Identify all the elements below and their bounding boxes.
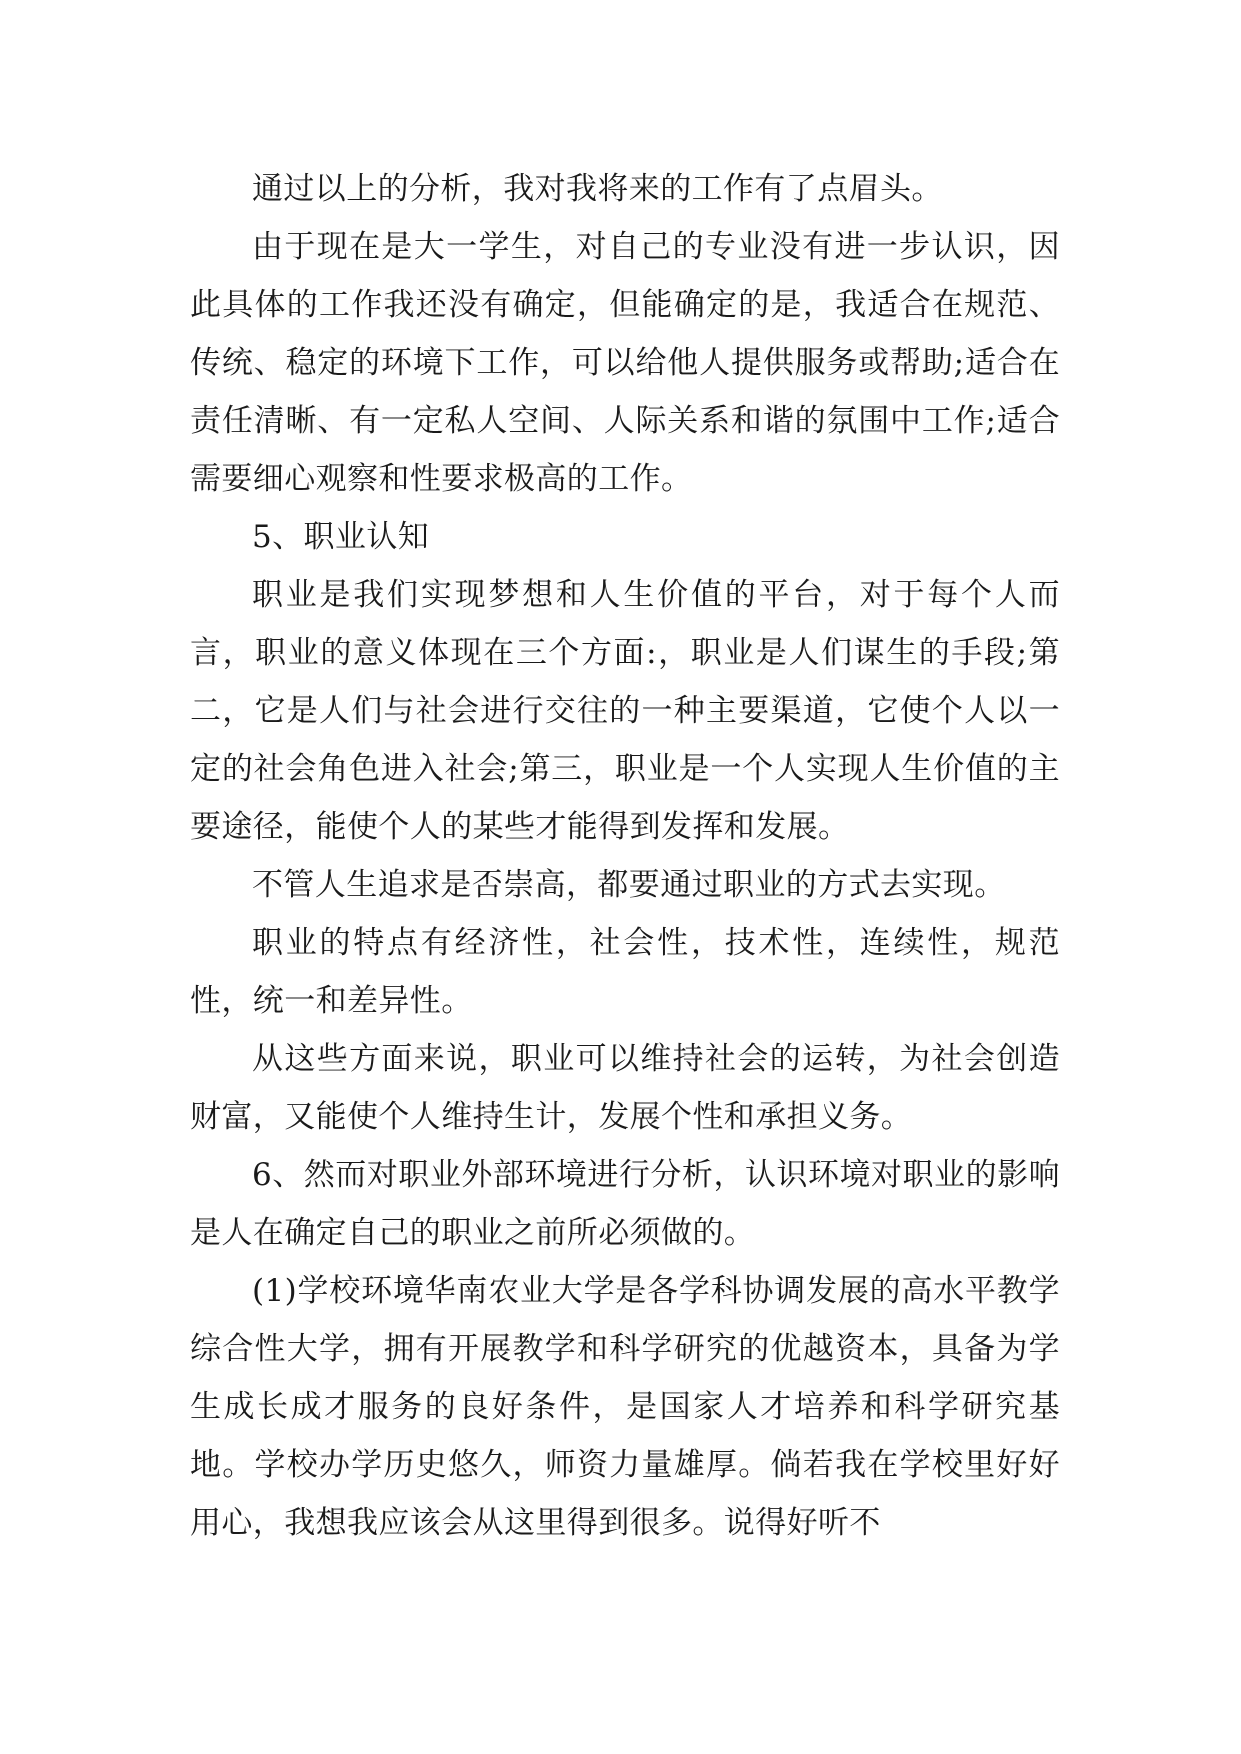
paragraph-career-function: 从这些方面来说，职业可以维持社会的运转，为社会创造财富，又能使个人维持生计，发展个性和承担义务。 [190,1041,1060,1135]
section-heading-career-cognition: 5、职业认知 [252,519,430,555]
paragraph-suitable-work: 由于现在是大一学生，对自己的专业没有进一步认识，因此具体的工作我还没有确定，但能确定的是，我适合在规范、传统、稳定的环境下工作，可以给他人提供服务或帮助;适合在责任清晰、有一定私人空间、人际关系和谐的氛围中工作;适合需要细心观察和性要求极高的工作。 [190,229,1060,497]
paragraph-school-environment: (1)学校环境华南农业大学是各学科协调发展的高水平教学综合性大学，拥有开展教学和科学研究的优越资本，具备为学生成长成才服务的良好条件，是国家人才培养和科学研究基地。学校办学历史悠久，师资力量雄厚。倘若我在学校里好好用心，我想我应该会从这里得到很多。说得好听不 [190,1273,1060,1541]
section-heading-external-environment: 6、然而对职业外部环境进行分析，认识环境对职业的影响是人在确定自己的职业之前所必须做的。 [190,1157,1060,1251]
paragraph-analysis-summary: 通过以上的分析，我对我将来的工作有了点眉头。 [252,171,943,207]
document-body [190,160,1060,1552]
paragraph-career-meaning: 职业是我们实现梦想和人生价值的平台，对于每个人而言，职业的意义体现在三个方面:，职业是人们谋生的手段;第二，它是人们与社会进行交往的一种主要渠道，它使个人以一定的社会角色进入社会;第三，职业是一个人实现人生价值的主要途径，能使个人的某些才能得到发挥和发展。 [190,577,1060,845]
paragraph-life-pursuit: 不管人生追求是否崇高，都要通过职业的方式去实现。 [252,867,1006,903]
paragraph-career-features: 职业的特点有经济性，社会性，技术性，连续性，规范性，统一和差异性。 [190,925,1060,1019]
